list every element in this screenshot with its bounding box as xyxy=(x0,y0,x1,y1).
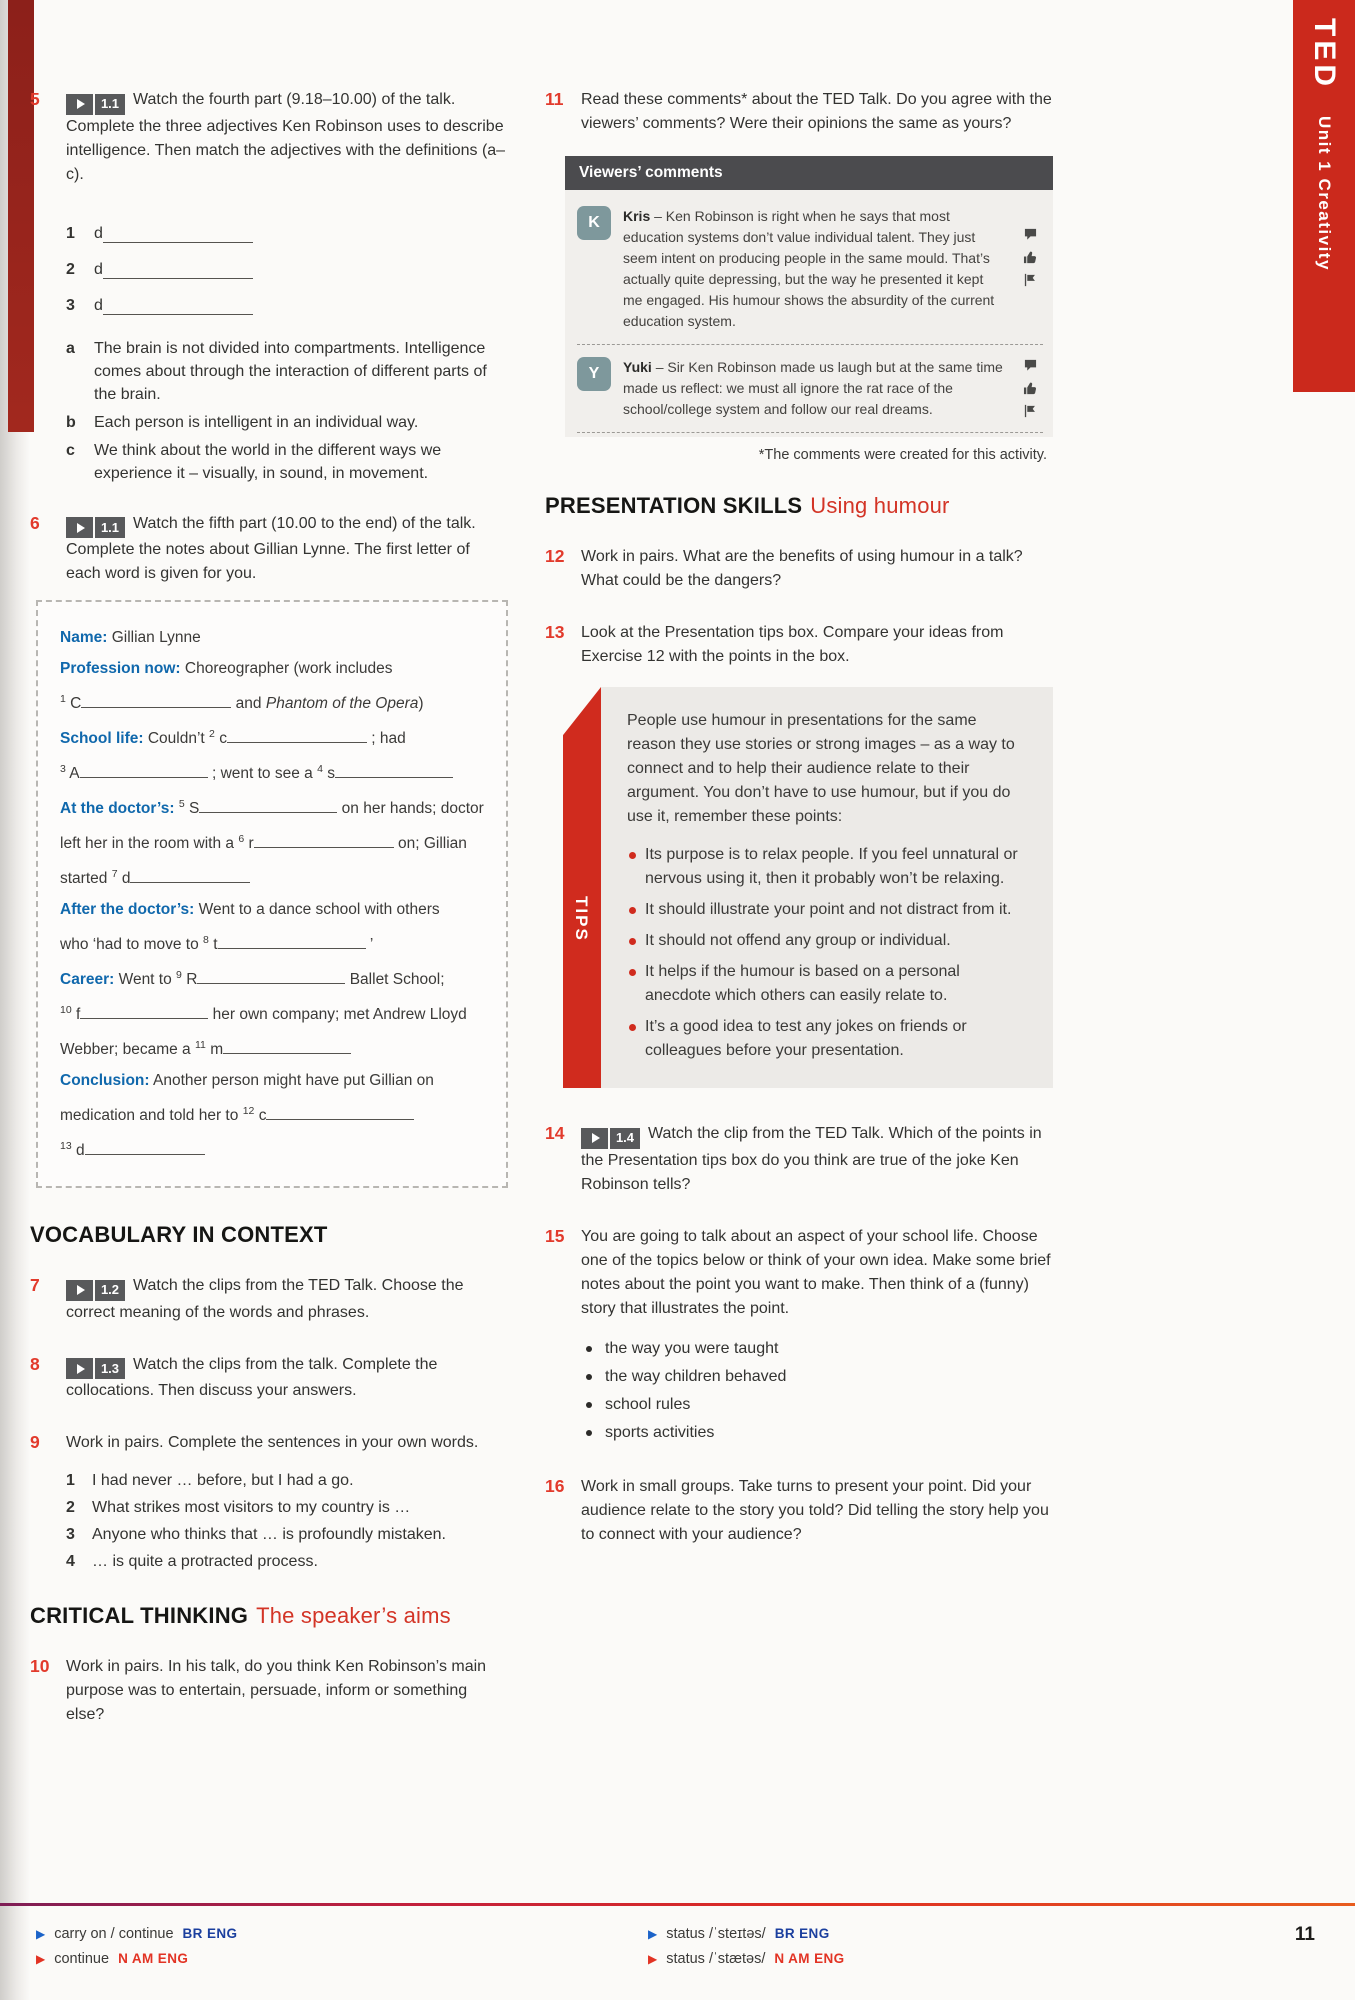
exercise-number: 16 xyxy=(545,1475,565,1496)
flag-icon xyxy=(1023,273,1037,287)
video-badge-number: 1.1 xyxy=(95,94,125,115)
notes-label: Profession now: xyxy=(60,660,181,678)
glossary-entry xyxy=(648,1926,845,1942)
exercise-number: 6 xyxy=(30,512,40,533)
sentence-item xyxy=(66,1521,508,1548)
answer-blank xyxy=(197,971,345,984)
notes-value: Went to xyxy=(118,971,172,989)
definition-letter: c xyxy=(66,442,75,460)
play-icon xyxy=(66,94,93,115)
first-letter: f xyxy=(76,1006,81,1024)
first-letter: d xyxy=(121,870,131,888)
exercise-9 xyxy=(30,1431,508,1575)
sentence-item xyxy=(66,1548,508,1575)
answer-blank xyxy=(335,765,453,778)
exercise-11 xyxy=(545,88,1053,136)
exercise-number: 12 xyxy=(545,546,565,566)
exercise-text xyxy=(66,1274,508,1325)
first-letter: r xyxy=(248,835,254,853)
tip-item: It should illustrate your point and not distract from it. xyxy=(627,898,1027,922)
blank-number: 11 xyxy=(195,1039,206,1052)
notes-value: Went to a dance school with others xyxy=(198,901,440,919)
first-letter: d xyxy=(94,224,103,242)
comment-body-text: – Sir Ken Robinson made us laugh but at the same time made us reflect: we must all ignore the rat race of the school/college system and follow our real dreams. xyxy=(623,359,1003,417)
comments-footnote: *The comments were created for this activity. xyxy=(758,447,1047,463)
first-letter: A xyxy=(69,765,80,783)
left-column xyxy=(30,88,508,1755)
first-letter: t xyxy=(213,936,218,954)
first-letter: d xyxy=(76,1142,85,1160)
exercise-8 xyxy=(30,1353,508,1404)
topic-item: school rules xyxy=(581,1391,1053,1419)
notes-value: Webber; became a xyxy=(60,1041,191,1059)
notes-value: Gillian Lynne xyxy=(111,629,201,647)
sentence-item xyxy=(66,1467,508,1494)
instruction-text: Watch the clips from the TED Talk. Choose the correct meaning of the words and phrases. xyxy=(66,1277,464,1321)
comment-separator xyxy=(577,344,1043,345)
tip-item: It helps if the humour is based on a personal anecdote which others can easily relate to. xyxy=(627,960,1027,1008)
item-number: 3 xyxy=(66,1526,75,1544)
section-subtitle: The speaker’s aims xyxy=(256,1603,451,1629)
instruction-text: Work in pairs. What are the benefits of using humour in a talk? What could be the dangers? xyxy=(581,548,1023,589)
avatar: K xyxy=(577,206,611,240)
play-icon xyxy=(581,1128,608,1149)
notes-value: on her hands; doctor xyxy=(341,800,484,818)
item-number: 2 xyxy=(66,260,75,278)
answer-blank xyxy=(266,1107,414,1120)
blank-number: 1 xyxy=(60,693,66,706)
exercise-12 xyxy=(545,545,1053,593)
blank-number: 13 xyxy=(60,1140,72,1153)
exercise-text xyxy=(581,1122,1053,1197)
section-title: CRITICAL THINKING xyxy=(30,1603,249,1629)
ted-logo: TED xyxy=(1308,18,1341,90)
play-icon xyxy=(66,1358,93,1379)
item-number: 2 xyxy=(66,1499,75,1517)
exercise-text xyxy=(581,1225,1053,1447)
commenter-name: Kris xyxy=(623,208,651,224)
topic-item: the way children behaved xyxy=(581,1363,1053,1391)
instruction-text: Watch the clips from the talk. Complete the collocations. Then discuss your answers. xyxy=(66,1355,438,1400)
blank-number: 9 xyxy=(176,969,182,982)
exercise-text xyxy=(581,1475,1053,1547)
exercise-13 xyxy=(545,621,1053,669)
instruction-text: Watch the fourth part (9.18–10.00) of the talk. Complete the three adjectives Ken Robinson uses to describe intelligence. Then match the adjectives with the definitions (a–c). xyxy=(66,91,506,183)
topic-item: sports activities xyxy=(581,1419,1053,1447)
answer-blank xyxy=(80,1006,208,1019)
first-letter: S xyxy=(189,800,200,818)
sentence-item xyxy=(66,1494,508,1521)
answer-blank xyxy=(218,936,366,949)
definition-b xyxy=(66,411,508,434)
blank-number: 4 xyxy=(317,763,323,776)
instruction-text: Read these comments* about the TED Talk. Do you agree with the viewers’ comments? Were their opinions the same as yours? xyxy=(581,91,1052,132)
exercise-10 xyxy=(30,1655,508,1727)
notes-value: who ‘had to move to xyxy=(60,936,199,954)
item-number: 1 xyxy=(66,1472,75,1490)
variety-tag: N AM ENG xyxy=(118,1951,189,1966)
presentation-tips-box xyxy=(563,687,1053,1088)
comments-header: Viewers’ comments xyxy=(565,156,1053,190)
notes-value: on; Gillian xyxy=(397,835,467,853)
notes-label: At the doctor’s: xyxy=(60,800,175,818)
variety-tag: BR ENG xyxy=(182,1926,238,1941)
adjective-blanks xyxy=(30,207,508,315)
instruction-text: Work in pairs. Complete the sentences in your own words. xyxy=(66,1434,479,1452)
exercise-5 xyxy=(30,88,508,187)
blank-number: 6 xyxy=(238,833,245,846)
flag-icon xyxy=(1023,404,1037,418)
blank-row xyxy=(66,243,508,279)
instruction-text: Work in small groups. Take turns to present your point. Did your audience relate to the story you told? Did telling the story help you to connect with your audience? xyxy=(581,1477,1049,1543)
triangle-bullet-icon: ▶ xyxy=(36,1927,46,1941)
item-text: Anyone who thinks that … is profoundly mistaken. xyxy=(92,1526,446,1544)
notes-label: Career: xyxy=(60,971,115,989)
notes-value: her own company; met Andrew Lloyd xyxy=(212,1006,467,1024)
notes-value: Choreographer (work includes xyxy=(184,660,393,678)
notes-value: ’ xyxy=(369,936,374,954)
page-number: 11 xyxy=(1294,1924,1315,1945)
play-icon xyxy=(66,517,93,538)
exercise-text xyxy=(581,621,1053,669)
tips-intro: People use humour in presentations for the same reason they use stories or strong images – as a way to connect and to help their audience relate to their argument. You don’t have to use humour, but if you do use it, remember these points: xyxy=(627,712,1015,825)
critical-thinking-heading xyxy=(30,1603,508,1629)
exercise-number: 14 xyxy=(545,1123,565,1143)
reply-icon xyxy=(1023,359,1038,372)
tips-ribbon xyxy=(563,687,601,1088)
glossary-term: status /ˈsteɪtəs/ xyxy=(666,1926,766,1942)
notes-label: Conclusion: xyxy=(60,1072,150,1090)
comment-actions xyxy=(1017,206,1043,332)
comment-body-text: – Ken Robinson is right when he says that most education systems don’t value individual talent. They just seem intent on producing people in the same mould. That’s actually quite depressing, but the way he presented it kept me engaged. His humour shows the absurdity of the current education system. xyxy=(623,208,995,329)
answer-blank xyxy=(81,695,231,708)
notes-value: Couldn’t xyxy=(147,730,205,748)
exercise-text xyxy=(66,1353,508,1404)
triangle-bullet-icon: ▶ xyxy=(36,1952,46,1966)
notes-value: medication and told her to xyxy=(60,1107,239,1125)
footer-glossary-right xyxy=(648,1926,845,1976)
blank-row xyxy=(66,207,508,243)
comment-text xyxy=(623,357,1005,420)
notes-value: left her in the room with a xyxy=(60,835,235,853)
avatar: Y xyxy=(577,357,611,391)
gillian-lynne-notes-box xyxy=(36,600,508,1188)
blank-number: 8 xyxy=(203,934,209,947)
answer-blank xyxy=(199,800,337,813)
thumb-up-icon xyxy=(1023,250,1038,264)
instruction-text: Look at the Presentation tips box. Compare your ideas from Exercise 12 with the points in the box. xyxy=(581,624,1004,665)
blank-number: 7 xyxy=(111,868,118,881)
variety-tag: BR ENG xyxy=(774,1926,830,1941)
exercise-number: 11 xyxy=(545,89,564,109)
notes-label: Name: xyxy=(60,629,108,647)
video-badge-number: 1.2 xyxy=(95,1280,125,1301)
notes-label: School life: xyxy=(60,730,144,748)
definition-letter: b xyxy=(66,414,76,432)
exercise-6 xyxy=(30,512,508,587)
exercise-7 xyxy=(30,1274,508,1325)
exercise-text xyxy=(581,88,1053,136)
video-badge xyxy=(581,1128,640,1149)
tip-item: Its purpose is to relax people. If you feel unnatural or nervous using it, then it probably won’t be relaxing. xyxy=(627,843,1027,891)
instruction-text: Work in pairs. In his talk, do you think Ken Robinson’s main purpose was to entertain, persuade, inform or something else? xyxy=(66,1658,487,1724)
exercise-number: 7 xyxy=(30,1275,40,1296)
video-badge xyxy=(66,517,125,538)
definition-a xyxy=(66,337,508,407)
video-badge xyxy=(66,1280,125,1301)
thumb-up-icon xyxy=(1023,381,1038,395)
exercise-text xyxy=(66,88,508,187)
first-letter: c xyxy=(258,1107,267,1125)
definition-letter: a xyxy=(66,339,75,357)
tip-item: It should not offend any group or individual. xyxy=(627,929,1027,953)
notes-value: ) xyxy=(418,695,424,713)
presentation-skills-heading xyxy=(545,493,1053,519)
glossary-term: carry on / continue xyxy=(54,1926,174,1942)
exercise-text xyxy=(581,545,1053,593)
notes-value: started xyxy=(60,870,108,888)
tip-item: It’s a good idea to test any jokes on friends or colleagues before your presentation. xyxy=(627,1015,1027,1063)
first-letter: C xyxy=(70,695,82,713)
instruction-text: Watch the clip from the TED Talk. Which of the points in the Presentation tips box do you think are true of the joke Ken Robinson tells? xyxy=(581,1125,1042,1193)
exercise-number: 5 xyxy=(30,89,40,109)
footer-glossary-left xyxy=(36,1926,237,1976)
video-badge-number: 1.1 xyxy=(95,517,125,538)
instruction-text: Watch the fifth part (10.00 to the end) of the talk. Complete the notes about Gillian Lynne. The first letter of each word is given for you. xyxy=(66,514,476,583)
blank-row xyxy=(66,279,508,315)
video-badge xyxy=(66,94,125,115)
item-text: … is quite a protracted process. xyxy=(92,1553,318,1571)
notes-label: After the doctor’s: xyxy=(60,901,195,919)
exercise-number: 8 xyxy=(30,1353,40,1374)
answer-blank xyxy=(254,835,394,848)
comments-body xyxy=(565,190,1053,437)
work-title: Phantom of the Opera xyxy=(265,695,419,713)
blank-number: 5 xyxy=(178,798,185,811)
section-title: VOCABULARY IN CONTEXT xyxy=(30,1222,328,1248)
definition-text: The brain is not divided into compartments. Intelligence comes about through the interaction of different parts of the brain. xyxy=(94,339,487,403)
play-icon xyxy=(66,1280,93,1301)
first-letter: d xyxy=(94,296,103,314)
first-letter: c xyxy=(219,730,227,748)
item-text: I had never … before, but I had a go. xyxy=(92,1472,354,1490)
answer-blank xyxy=(130,870,250,883)
first-letter: s xyxy=(327,765,335,783)
glossary-entry xyxy=(36,1926,237,1942)
definition-c xyxy=(66,439,508,485)
exercise-text xyxy=(66,1431,508,1575)
definitions-list xyxy=(30,337,508,486)
first-letter: R xyxy=(186,971,198,989)
answer-blank xyxy=(103,266,253,279)
answer-blank xyxy=(85,1142,205,1155)
video-badge xyxy=(66,1358,125,1379)
answer-blank xyxy=(227,730,367,743)
exercise-16 xyxy=(545,1475,1053,1547)
comment-separator xyxy=(577,432,1043,433)
item-number: 3 xyxy=(66,296,75,314)
section-subtitle: Using humour xyxy=(810,493,950,518)
answer-blank xyxy=(103,302,253,315)
triangle-bullet-icon: ▶ xyxy=(648,1927,658,1941)
first-letter: m xyxy=(210,1041,224,1059)
comment-actions xyxy=(1017,357,1043,420)
tips-content xyxy=(601,687,1053,1088)
exercise-number: 13 xyxy=(545,622,565,642)
answer-blank xyxy=(223,1041,351,1054)
exercise-14 xyxy=(545,1122,1053,1197)
blank-number: 12 xyxy=(242,1105,255,1118)
exercise-text xyxy=(66,1655,508,1727)
variety-tag: N AM ENG xyxy=(774,1951,845,1966)
comment-kris xyxy=(577,206,1043,332)
section-title: PRESENTATION SKILLS xyxy=(545,493,803,518)
item-number: 4 xyxy=(66,1553,75,1571)
blank-number: 3 xyxy=(60,763,66,776)
item-number: 1 xyxy=(66,224,75,242)
video-badge-number: 1.3 xyxy=(95,1358,125,1379)
definition-text: Each person is intelligent in an individual way. xyxy=(94,414,419,432)
glossary-term: continue xyxy=(54,1951,110,1967)
blank-number: 2 xyxy=(209,728,215,741)
topic-item: the way you were taught xyxy=(581,1335,1053,1363)
unit-tab xyxy=(1293,0,1355,392)
notes-value: Ballet School; xyxy=(349,971,445,989)
reply-icon xyxy=(1023,228,1038,241)
tips-bullet-list xyxy=(627,843,1027,1063)
exercise-15 xyxy=(545,1225,1053,1447)
vocabulary-heading xyxy=(30,1222,508,1248)
viewers-comments-box xyxy=(565,156,1053,463)
first-letter: d xyxy=(94,260,103,278)
topic-list xyxy=(581,1335,1053,1447)
definition-text: We think about the world in the different ways we experience it – visually, in sound, in movement. xyxy=(94,442,442,483)
exercise-number: 9 xyxy=(30,1432,40,1453)
video-badge-number: 1.4 xyxy=(610,1128,640,1149)
right-column xyxy=(545,88,1053,1575)
instruction-text: You are going to talk about an aspect of your school life. Choose one of the topics below or think of your own idea. Make some brief notes about the point you want to make. Then think of a (funny) story that illustrates the point. xyxy=(581,1227,1051,1317)
unit-label: Unit 1 Creativity xyxy=(1315,116,1334,271)
tips-label: TIPS xyxy=(572,895,591,942)
item-text: What strikes most visitors to my country is … xyxy=(92,1499,411,1517)
footer-rule xyxy=(0,1903,1355,1906)
glossary-entry xyxy=(648,1951,845,1967)
notes-value: and xyxy=(235,695,262,713)
comment-text xyxy=(623,206,1005,332)
sentence-list xyxy=(66,1467,508,1575)
glossary-entry xyxy=(36,1951,237,1967)
answer-blank xyxy=(80,765,208,778)
commenter-name: Yuki xyxy=(623,359,652,375)
notes-value: ; had xyxy=(371,730,406,748)
answer-blank xyxy=(103,230,253,243)
exercise-number: 15 xyxy=(545,1225,565,1246)
comment-yuki xyxy=(577,357,1043,420)
notes-value: ; went to see a xyxy=(211,765,313,783)
exercise-number: 10 xyxy=(30,1656,50,1677)
notes-value: Another person might have put Gillian on xyxy=(153,1072,434,1090)
exercise-text xyxy=(66,512,508,587)
triangle-bullet-icon: ▶ xyxy=(648,1952,658,1966)
blank-number: 10 xyxy=(60,1004,72,1017)
glossary-term: status /ˈstætəs/ xyxy=(666,1951,766,1967)
